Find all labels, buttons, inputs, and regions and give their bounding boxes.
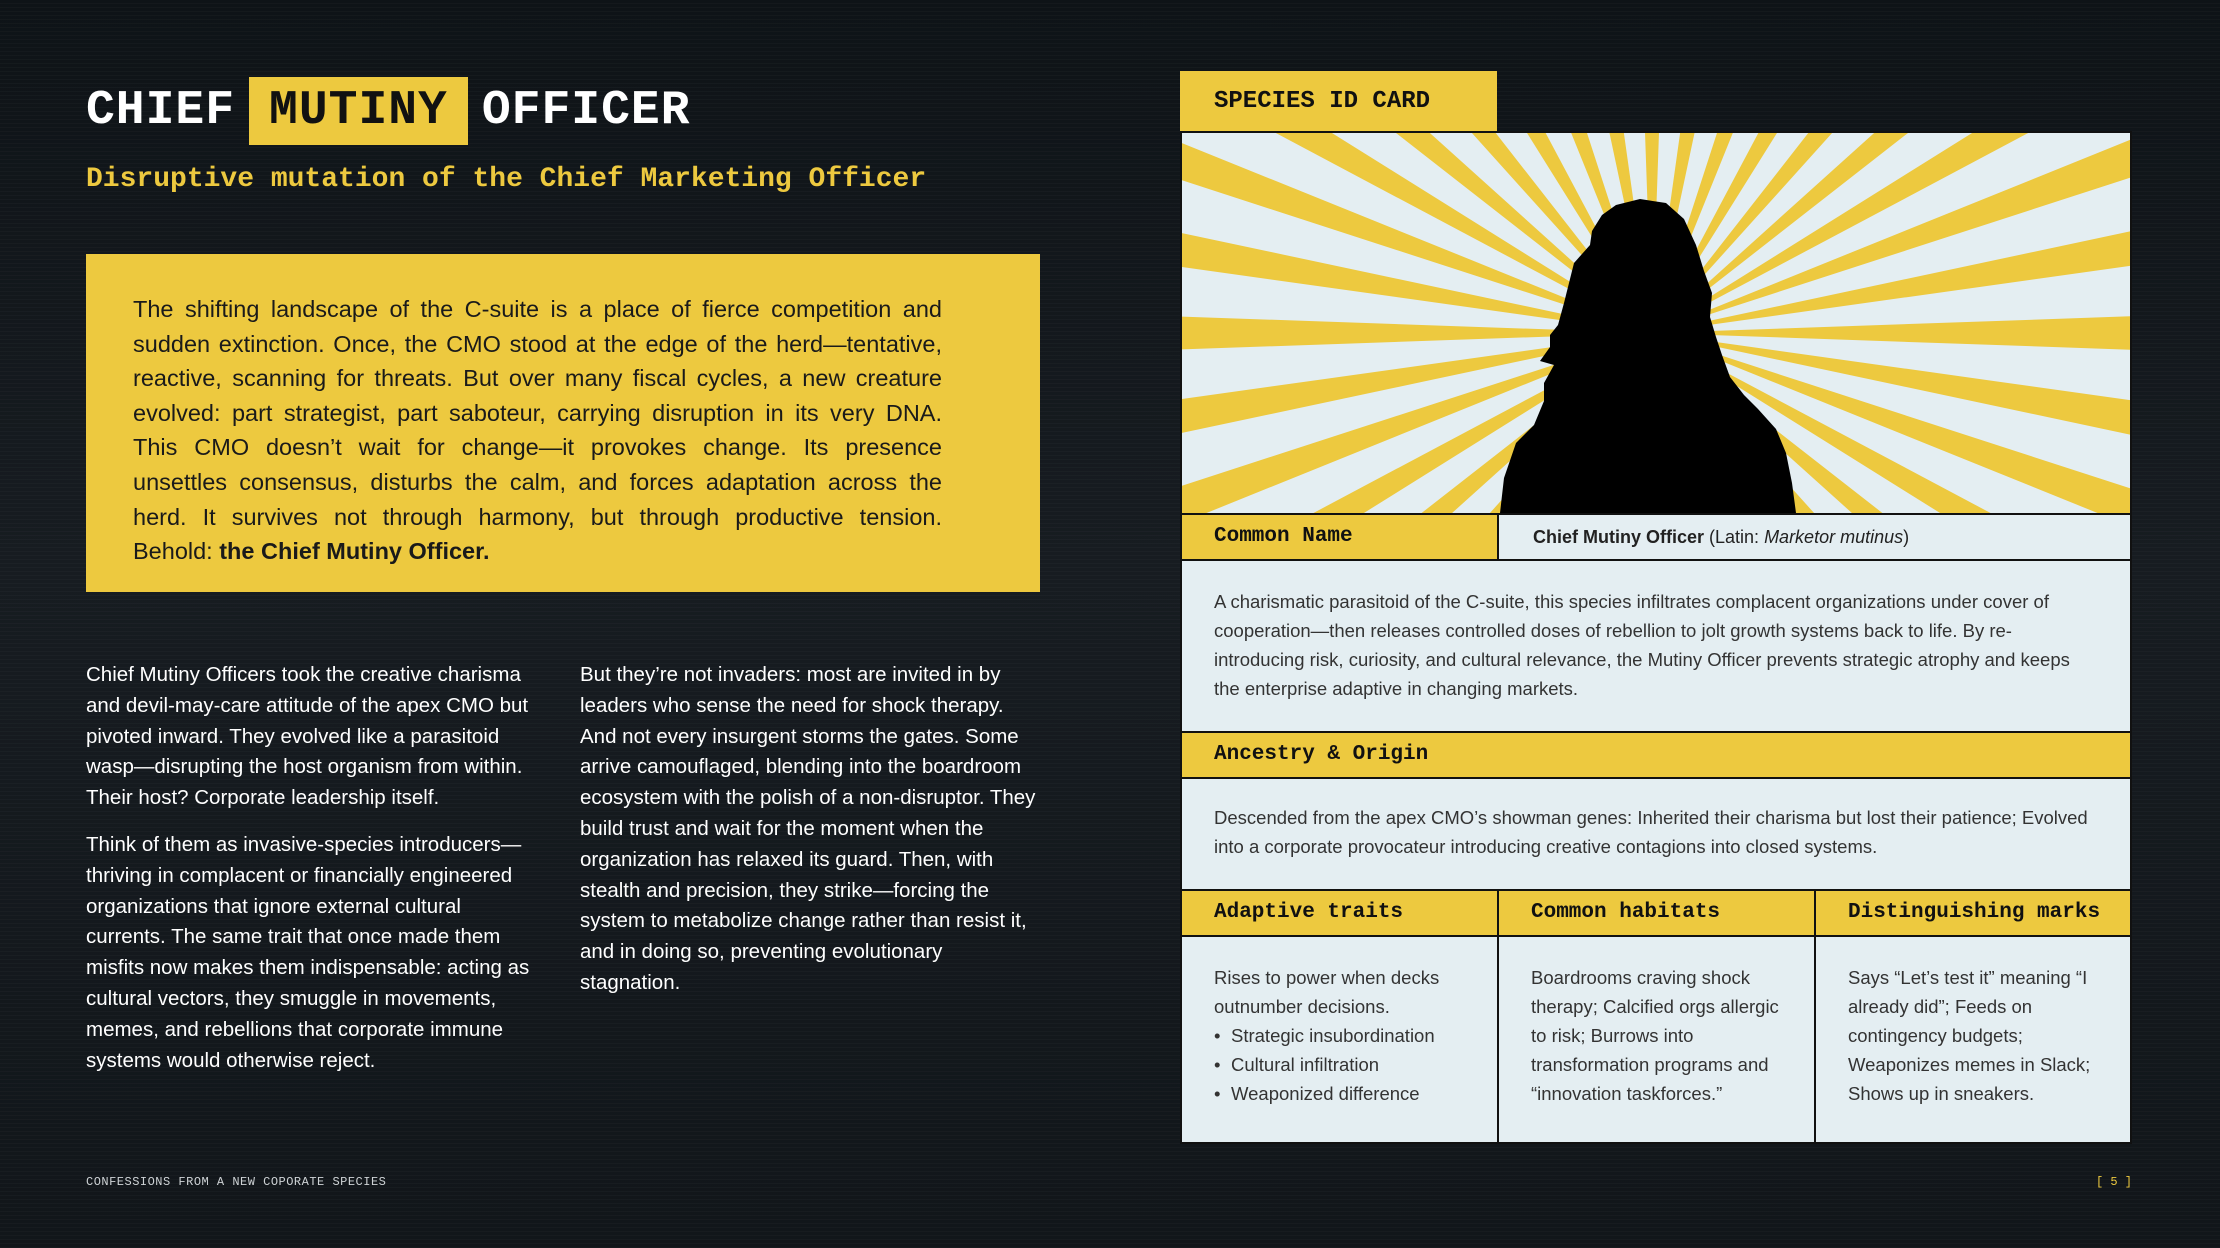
species-description: A charismatic parasitoid of the C-suite, this species infiltrates complacent organizations under cover of cooperation—then releases controlled doses of rebellion to jolt growth systems back to life. By re-introducing risk, curiosity, and cultural relevance, the Mutiny Officer prevents strategic atrophy and keeps the enterprise adaptive in changing markets. — [1182, 561, 2130, 731]
marks-content: Says “Let’s test it” meaning “I already did”; Feeds on contingency budgets; Weaponizes memes in Slack; Shows up in sneakers. — [1816, 937, 2130, 1142]
sunburst-ray — [1652, 133, 2130, 333]
traits-content — [1182, 937, 1497, 1142]
list-item: • Cultural infiltration — [1214, 1050, 1465, 1079]
page-subtitle: Disruptive mutation of the Chief Marketing Officer — [86, 164, 927, 195]
traits-label: Adaptive traits — [1182, 891, 1497, 935]
common-name-label: Common Name — [1182, 515, 1497, 559]
sunburst-ray — [1652, 133, 2130, 333]
sunburst-ray — [1652, 133, 2130, 333]
silhouette-illustration — [1182, 133, 2130, 513]
title-word-mutiny-highlight: MUTINY — [249, 77, 468, 145]
body-paragraph: Chief Mutiny Officers took the creative charisma and devil-may-care attitude of the apex CMO but pivoted inward. They evolved like a parasitoid wasp—disrupting the host organism from within. Their host? Corporate leadership itself. — [86, 663, 529, 810]
habitats-label: Common habitats — [1499, 891, 1814, 935]
list-item: • Strategic insubordination — [1214, 1021, 1465, 1050]
habitats-content: Boardrooms craving shock therapy; Calcified orgs allergic to risk; Burrows into transformation programs and “innovation taskforces.” — [1499, 937, 1814, 1142]
sunburst-ray — [1652, 133, 2130, 333]
title-word-officer: OFFICER — [481, 84, 691, 138]
traits-list — [1214, 1021, 1465, 1108]
latin-prefix: (Latin: — [1709, 527, 1765, 547]
intro-callout — [86, 254, 1040, 592]
page-title — [86, 76, 691, 146]
common-name-value — [1499, 515, 2130, 559]
species-card-tab: SPECIES ID CARD — [1180, 71, 1497, 131]
body-paragraph: But they’re not invaders: most are invited in by leaders who sense the need for shock therapy. And not every insurgent storms the gates. Some arrive camouflaged, blending into the boardroom ecosystem with the polish of a non-disruptor. They build trust and wait for the moment when the organization has relaxed its guard. Then, with stealth and precision, they strike—forcing the system to metabolize change rather than resist it, and in doing so, preventing evolutionary stagnation. — [580, 663, 1036, 994]
species-id-card — [1180, 131, 2132, 1144]
marks-label: Distinguishing marks — [1816, 891, 2130, 935]
page-number: [ 5 ] — [2095, 1175, 2132, 1189]
sunburst-silhouette-image — [1182, 133, 2130, 513]
body-paragraph: Think of them as invasive-species introducers—thriving in complacent or financially engineered organizations that ignore external cultural currents. The same trait that once made them misfits now makes them indispensable: acting as cultural vectors, they smuggle in movements, memes, and rebellions that corporate immune systems would otherwise reject. — [86, 832, 530, 1072]
sunburst-ray — [1652, 133, 2102, 333]
traits-intro: Rises to power when decks outnumber decisions. — [1214, 967, 1440, 1017]
intro-bold: the Chief Mutiny Officer. — [219, 538, 490, 565]
common-name-bold: Chief Mutiny Officer — [1533, 527, 1705, 547]
latin-suffix: ) — [1903, 527, 1910, 547]
latin-name: Marketor mutinus — [1764, 527, 1904, 547]
footer-running-title: CONFESSIONS FROM A NEW COPORATE SPECIES — [86, 1175, 387, 1189]
ancestry-text: Descended from the apex CMO’s showman genes: Inherited their charisma but lost their patience; Evolved into a corporate provocateur introducing creative contagions into closed systems. — [1182, 779, 2130, 889]
title-word-chief: CHIEF — [86, 84, 236, 138]
body-column-left — [86, 660, 546, 1092]
intro-text: The shifting landscape of the C-suite is a place of fierce competition and sudden extinction. Once, the CMO stood at the edge of the herd—tentative, reactive, scanning for threats. But over many fiscal cycles, a new creature evolved: part strategist, part saboteur, carrying disruption in its very DNA. This CMO doesn’t wait for change—it provokes change. Its presence unsettles consensus, disturbs the calm, and forces adaptation across the herd. It survives not through harmony, but through productive tension. Behold: — [133, 296, 942, 565]
list-item: • Weaponized difference — [1214, 1079, 1465, 1108]
ancestry-label: Ancestry & Origin — [1182, 733, 2130, 777]
sunburst-ray — [1652, 133, 2130, 333]
common-name-row — [1182, 515, 2130, 559]
sunburst-ray — [1652, 133, 2130, 333]
body-column-right — [580, 660, 1040, 1015]
